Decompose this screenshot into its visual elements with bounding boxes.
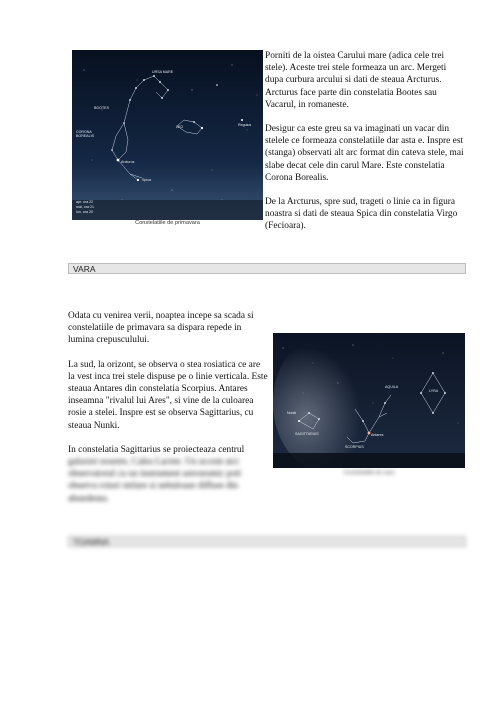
summer-paragraph-3: In constelatia Sagittarius se proiecteaza centrul (68, 444, 245, 455)
label-nunki: Nunki (287, 411, 297, 415)
section-heading-vara: VARA (68, 263, 466, 274)
spring-paragraph-1: Porniti de la oistea Carului mare (adica cele trei stele). Aceste trei stele formeaza un arc. Mergeti dupa curbura arcului si dati de steaua Arcturus. Arcturus face parte din constelatia Bootes sau Vacarul, in romaneste. (265, 51, 447, 110)
info-line-3: iun, ora 20 (76, 210, 93, 214)
section-heading-toamna: TOAMNA (68, 536, 466, 547)
label-bootes: BOOTES (94, 106, 109, 110)
label-corona-borealis: CORONA BOREALIS (76, 130, 94, 139)
label-sagittarius: SAGITTARIUS (295, 432, 319, 436)
label-scorpius: SCORPIUS (345, 445, 364, 449)
label-regulus: Regulus (238, 123, 252, 127)
spring-image-caption: Constelatiile de primavara (135, 220, 200, 226)
label-ursa-mare: URSA MARE (152, 70, 174, 74)
spring-constellations-image (72, 50, 263, 220)
label-spica: Spica (142, 178, 151, 182)
summer-paragraph-2: La sud, la orizont, se observa o stea rosiatica ce are la vest inca trei stele dispuse pe o linie verticala. Este steaua Antares din constelatia Scorpius. Antares inseamna "rivalul lui Ares", si vine de la culoarea rosie a stelei. Inspre est se observa Sagittarius, cu steaua Nunki. (68, 359, 268, 431)
summer-image-caption: Constelatiile de vara (343, 470, 395, 476)
summer-paragraph-1: Odata cu venirea verii, noaptea incepe sa scada si constelatiile de primavara sa dispara repede in lumina crepusculului. (68, 311, 254, 346)
spring-paragraph-2: Desigur ca este greu sa va imaginati un vacar din stelele ce formeaza constelatiile dar asta e. Inspre est (stanga) observati alt arc format din cateva stele, mai slabe decat cele din carul Mare. Este constelatia Corona Borealis. (265, 124, 464, 183)
summer-sky-chart (273, 333, 465, 468)
summer-constellations-image (273, 333, 465, 468)
label-antares: Antares (371, 433, 384, 437)
label-leo: LEO (176, 125, 184, 129)
info-line-2: mai, ora 21 (76, 205, 94, 209)
spring-paragraph-3: De la Arcturus, spre sud, trageti o linie ca in figura noastra si dati de steaua Spica din constelatia Virgo (Fecioara). (265, 197, 458, 232)
summer-paragraph-blurred: galaxiei noastre, Calea Lactee. Un accent aici observatorul cu un instrument astronomic poti observa roiuri stelare si nebuloase diffuse din abundenta. (68, 457, 242, 504)
label-lyra: LYRA (429, 389, 439, 393)
spring-text-column (265, 50, 465, 233)
info-line-1: apr. ora 22 (76, 200, 94, 204)
summer-text-column (68, 310, 268, 505)
label-aquila: AQUILA (385, 385, 399, 389)
label-arcturus: Arcturus (121, 160, 135, 164)
